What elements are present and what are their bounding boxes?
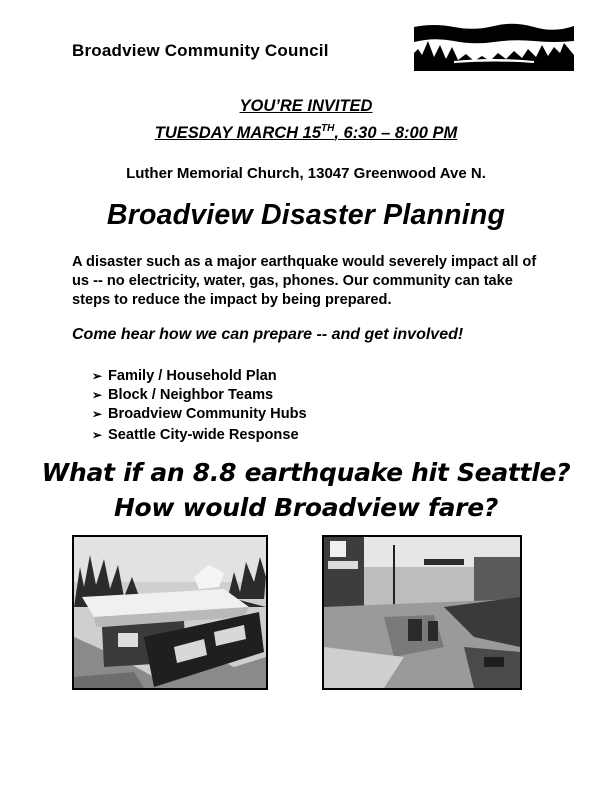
event-time: , 6:30 – 8:00 PM: [334, 124, 458, 142]
damaged-street-photo: [322, 535, 522, 690]
agenda-item-label: Broadview Community Hubs: [108, 406, 307, 422]
org-name: Broadview Community Council: [72, 41, 329, 60]
arrow-bullet-icon: ➢: [92, 369, 103, 383]
agenda-item: [92, 426, 307, 445]
agenda-item: [92, 405, 307, 424]
agenda-item-label: Seattle City-wide Response: [108, 427, 299, 443]
call-to-action: Come hear how we can prepare -- and get involved!: [72, 326, 464, 343]
venue-address: Luther Memorial Church, 13047 Greenwood Ave N.: [126, 165, 486, 182]
invite-heading: YOU’RE INVITED: [239, 97, 373, 115]
intro-paragraph: A disaster such as a major earthquake would severely impact all of us -- no electricity, water, gas, phones. Our community can take steps to reduce the impact by being prepared.: [72, 254, 537, 308]
treeline-logo-icon: [414, 23, 574, 71]
agenda-item-label: Family / Household Plan: [108, 368, 277, 384]
agenda-item-label: Block / Neighbor Teams: [108, 387, 274, 403]
event-date-time: [0, 124, 612, 143]
event-date: TUESDAY MARCH 15: [154, 124, 321, 142]
arrow-bullet-icon: ➢: [92, 407, 103, 421]
agenda-item: [92, 386, 307, 405]
arrow-bullet-icon: ➢: [92, 388, 103, 402]
agenda-list: [92, 367, 307, 445]
question-line-1: What if an 8.8 earthquake hit Seattle?: [41, 458, 571, 487]
date-ordinal: TH: [321, 123, 335, 134]
event-title: Broadview Disaster Planning: [106, 199, 506, 231]
agenda-item: [92, 367, 307, 386]
collapsed-house-photo: [72, 535, 268, 690]
arrow-bullet-icon: ➢: [92, 428, 103, 442]
question-line-2: How would Broadview fare?: [113, 493, 499, 522]
